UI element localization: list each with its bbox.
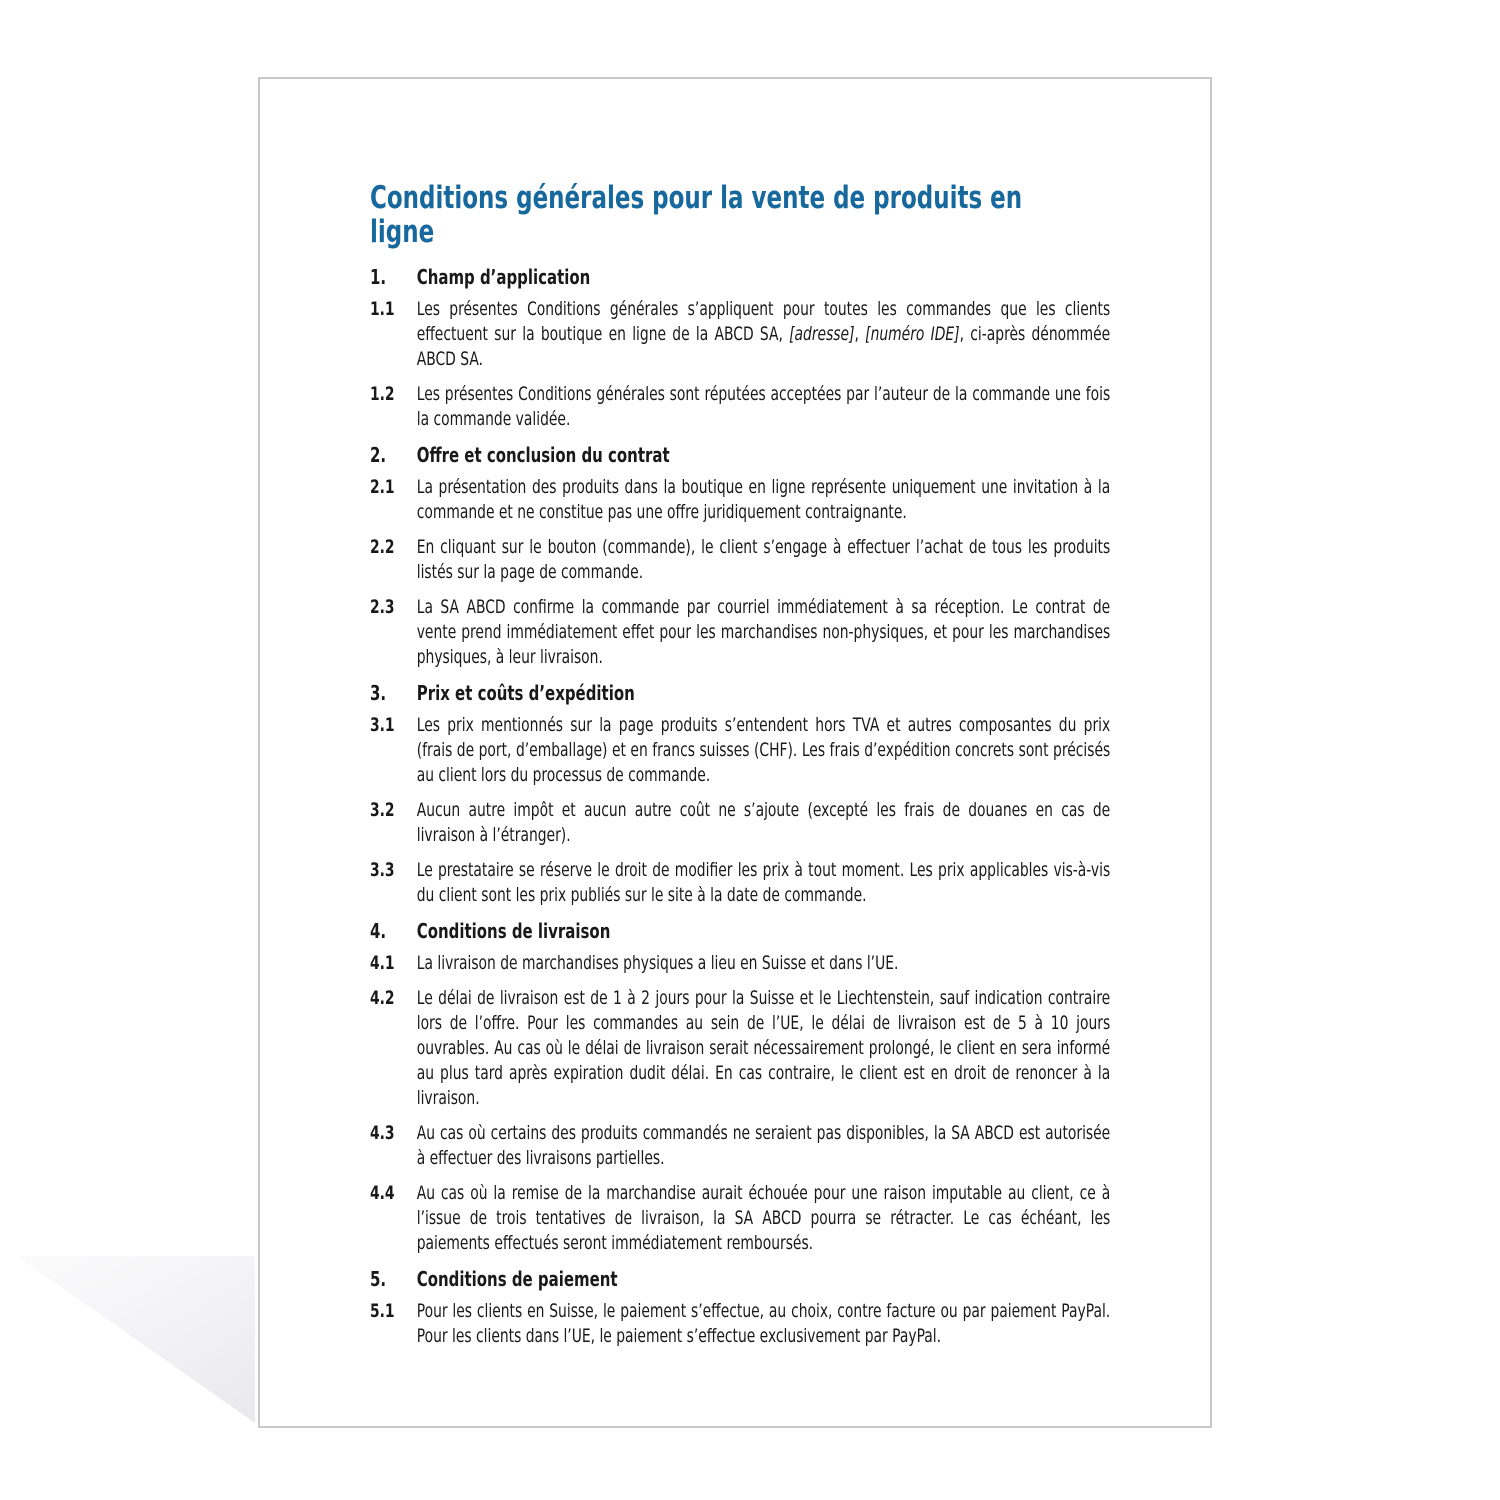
section xyxy=(370,918,1110,1256)
clause-text: La SA ABCD confirme la commande par courriel immédiatement à sa réception. Le contrat de vente prend immédiatement effet pour les marchandises non-physiques, et pour les marchandises physiques, à leur livraison. xyxy=(416,596,1111,668)
clause-number: 3.3 xyxy=(370,859,395,881)
clause-number: 5.1 xyxy=(370,1300,395,1322)
clause-number: 4.1 xyxy=(370,952,395,974)
section-heading xyxy=(370,264,1110,291)
section-clauses xyxy=(370,1299,1110,1349)
clause-text: Le délai de livraison est de 1 à 2 jours pour la Suisse et le Liechtenstein, sauf indication contraire lors de l’offre. Pour les commandes au sein de l’UE, le délai de livraison est de 5 à 10 jours ouvrables. Au cas où le délai de livraison serait nécessairement prolongé, le client en sera informé au plus tard après expiration dudit délai. En cas contraire, le client est en droit de renoncer à la livraison. xyxy=(416,987,1111,1109)
clause-number: 4.4 xyxy=(370,1182,395,1204)
section-heading xyxy=(370,680,1110,707)
section-heading-label: Champ d’application xyxy=(416,265,591,289)
section-number: 4. xyxy=(370,919,387,943)
section-heading-label: Conditions de livraison xyxy=(416,919,611,943)
sections-container xyxy=(370,264,1110,1349)
section-clauses xyxy=(370,713,1110,908)
section-heading-label: Prix et coûts d’expédition xyxy=(416,681,635,705)
clause-text: Les présentes Conditions générales sont réputées acceptées par l’auteur de la commande une fois la commande validée. xyxy=(416,383,1111,430)
clause xyxy=(370,713,1110,788)
section xyxy=(370,442,1110,670)
section xyxy=(370,680,1110,908)
clause-text: Les prix mentionnés sur la page produits s’entendent hors TVA et autres composantes du prix (frais de port, d’emballage) et en francs suisses (CHF). Les frais d’expédition concrets sont précisés au client lors du processus de commande. xyxy=(416,714,1111,786)
clause-text: Au cas où certains des produits commandés ne seraient pas disponibles, la SA ABCD est autorisée à effectuer des livraisons partielles. xyxy=(416,1122,1111,1169)
clause xyxy=(370,986,1110,1111)
clause xyxy=(370,1121,1110,1171)
clause-text: La présentation des produits dans la boutique en ligne représente uniquement une invitation à la commande et ne constitue pas une offre juridiquement contraignante. xyxy=(416,476,1111,523)
clause-text: Aucun autre impôt et aucun autre coût ne s’ajoute (excepté les frais de douanes en cas de livraison à l’étranger). xyxy=(416,799,1111,846)
section-number: 1. xyxy=(370,265,387,289)
page-content xyxy=(370,181,1110,1359)
clause xyxy=(370,1181,1110,1256)
clause-number: 2.3 xyxy=(370,596,395,618)
section-heading xyxy=(370,1266,1110,1293)
section-number: 5. xyxy=(370,1267,387,1291)
section-number: 2. xyxy=(370,443,387,467)
clause-text: Au cas où la remise de la marchandise aurait échouée pour une raison imputable au client, ce à l’issue de trois tentatives de livraison, la SA ABCD pourra se rétracter. Le cas échéant, les paiements effectués seront immédiatement remboursés. xyxy=(416,1182,1111,1254)
section xyxy=(370,1266,1110,1349)
clause-number: 1.1 xyxy=(370,298,395,320)
section-clauses xyxy=(370,297,1110,432)
section-clauses xyxy=(370,475,1110,670)
clause xyxy=(370,382,1110,432)
clause xyxy=(370,951,1110,976)
clause-number: 1.2 xyxy=(370,383,395,405)
clause-number: 4.2 xyxy=(370,987,395,1009)
clause xyxy=(370,475,1110,525)
section-heading xyxy=(370,918,1110,945)
section-heading xyxy=(370,442,1110,469)
section-clauses xyxy=(370,951,1110,1256)
document-page xyxy=(258,77,1212,1428)
section-number: 3. xyxy=(370,681,387,705)
clause-number: 2.1 xyxy=(370,476,395,498)
clause xyxy=(370,595,1110,670)
section-heading-label: Offre et conclusion du contrat xyxy=(416,443,670,467)
section-heading-label: Conditions de paiement xyxy=(416,1267,618,1291)
clause xyxy=(370,798,1110,848)
clause-text: En cliquant sur le bouton (commande), le client s’engage à effectuer l’achat de tous les produits listés sur la page de commande. xyxy=(416,536,1111,583)
clause-number: 4.3 xyxy=(370,1122,395,1144)
clause xyxy=(370,535,1110,585)
clause-text: La livraison de marchandises physiques a lieu en Suisse et dans l’UE. xyxy=(416,952,899,974)
clause xyxy=(370,1299,1110,1349)
clause-number: 2.2 xyxy=(370,536,395,558)
document-title: Conditions générales pour la vente de produits en ligne xyxy=(370,180,1023,250)
page-corner-shadow xyxy=(17,1256,255,1423)
clause xyxy=(370,297,1110,372)
clause-number: 3.2 xyxy=(370,799,395,821)
clause-number: 3.1 xyxy=(370,714,395,736)
clause xyxy=(370,858,1110,908)
clause-text: Les présentes Conditions générales s’appliquent pour toutes les commandes que les clients effectuent sur la boutique en ligne de la ABCD SA, [adresse], [numéro IDE], ci-après dénommée ABCD SA. xyxy=(416,298,1111,370)
section xyxy=(370,264,1110,432)
clause-text: Le prestataire se réserve le droit de modifier les prix à tout moment. Les prix applicables vis-à-vis du client sont les prix publiés sur le site à la date de commande. xyxy=(416,859,1111,906)
clause-text: Pour les clients en Suisse, le paiement s’effectue, au choix, contre facture ou par paiement PayPal. Pour les clients dans l’UE, le paiement s’effectue exclusivement par PayPal. xyxy=(416,1300,1111,1347)
